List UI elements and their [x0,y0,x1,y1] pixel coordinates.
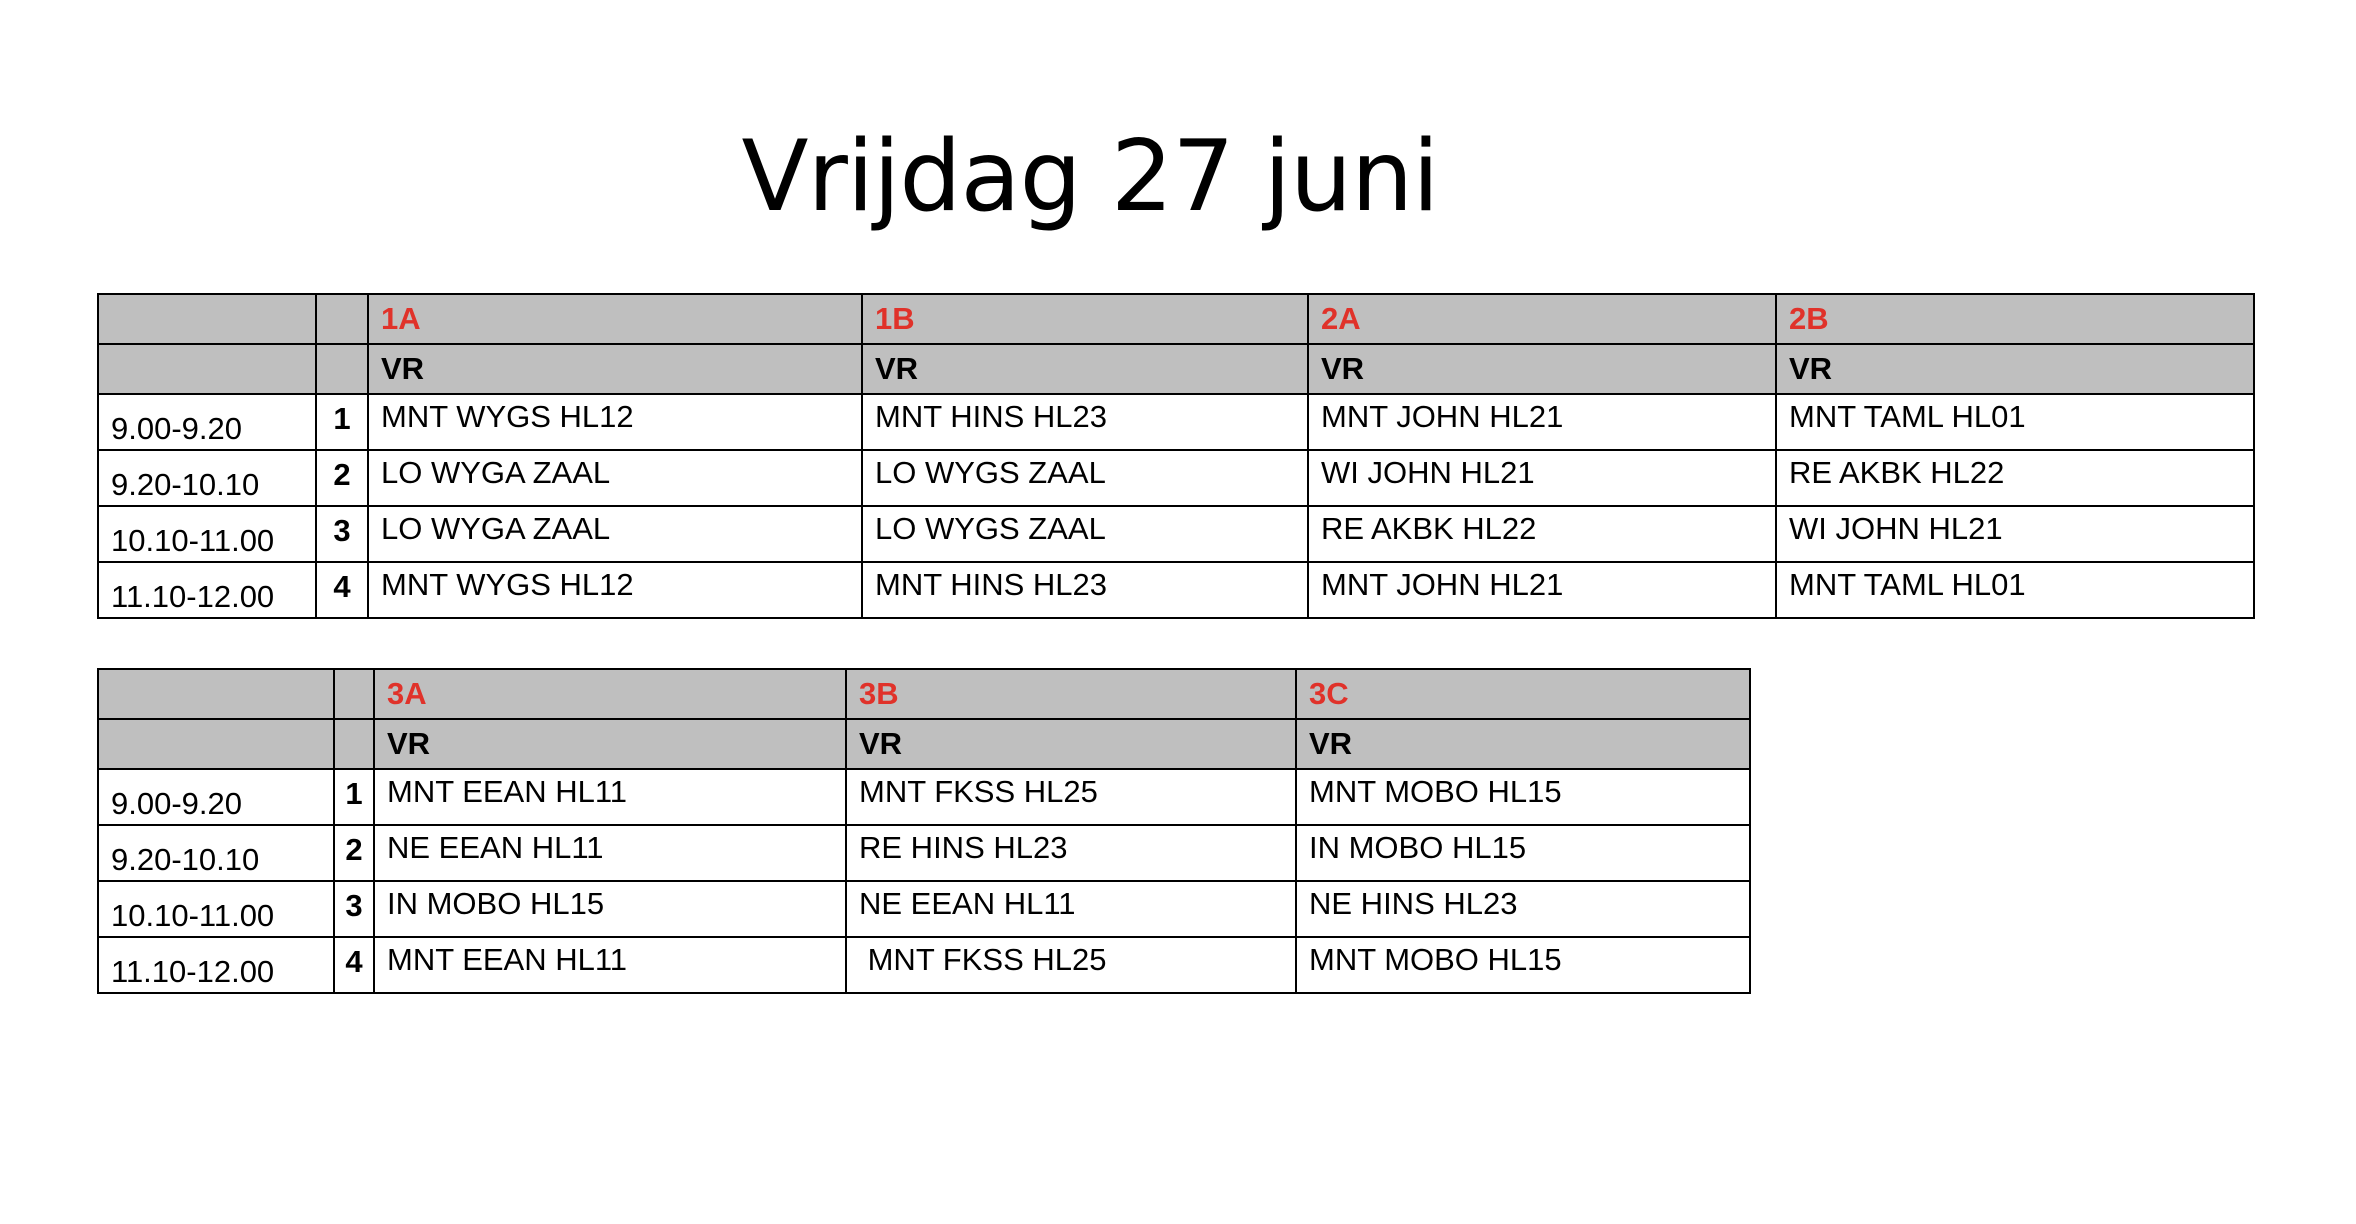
time-slot: 10.10-11.00 [98,506,316,562]
class-label: 3B [846,669,1296,719]
blank-header-cell [98,669,334,719]
lesson-cell: MNT HINS HL23 [862,562,1308,618]
lesson-cell: MNT FKSS HL25 [846,769,1296,825]
lesson-cell: MNT JOHN HL21 [1308,394,1776,450]
period-number: 1 [316,394,368,450]
class-label: 2B [1776,294,2254,344]
lesson-cell: WI JOHN HL21 [1308,450,1776,506]
period-number: 4 [316,562,368,618]
lesson-cell: LO WYGS ZAAL [862,450,1308,506]
time-slot: 11.10-12.00 [98,937,334,993]
period-number: 2 [316,450,368,506]
period-number: 3 [316,506,368,562]
lesson-cell: MNT TAML HL01 [1776,562,2254,618]
lesson-cell: MNT MOBO HL15 [1296,769,1750,825]
day-label: VR [1776,344,2254,394]
day-label: VR [1296,719,1750,769]
table-row [98,506,2254,562]
lesson-cell: MNT MOBO HL15 [1296,937,1750,993]
lesson-cell: MNT WYGS HL12 [368,394,862,450]
lesson-cell: IN MOBO HL15 [374,881,846,937]
blank-header-cell [98,344,316,394]
period-number: 2 [334,825,374,881]
time-slot: 9.20-10.10 [98,825,334,881]
lesson-cell: LO WYGA ZAAL [368,450,862,506]
day-label: VR [1308,344,1776,394]
lesson-cell: IN MOBO HL15 [1296,825,1750,881]
table-row [98,937,1750,993]
blank-header-cell [334,669,374,719]
page-title: Vrijdag 27 juni [741,120,1439,234]
table-row [98,394,2254,450]
period-number: 4 [334,937,374,993]
lesson-cell: MNT WYGS HL12 [368,562,862,618]
class-header-row [98,294,2254,344]
lesson-cell: MNT JOHN HL21 [1308,562,1776,618]
class-label: 1A [368,294,862,344]
lesson-cell: MNT FKSS HL25 [846,937,1296,993]
lesson-cell: LO WYGS ZAAL [862,506,1308,562]
table-row [98,450,2254,506]
blank-header-cell [316,294,368,344]
lesson-cell: NE EEAN HL11 [846,881,1296,937]
schedule-table-1 [97,293,2255,619]
time-slot: 9.20-10.10 [98,450,316,506]
time-slot: 10.10-11.00 [98,881,334,937]
time-slot: 11.10-12.00 [98,562,316,618]
blank-header-cell [334,719,374,769]
table-row [98,881,1750,937]
lesson-cell: WI JOHN HL21 [1776,506,2254,562]
lesson-cell: NE EEAN HL11 [374,825,846,881]
lesson-cell: RE HINS HL23 [846,825,1296,881]
lesson-cell: RE AKBK HL22 [1776,450,2254,506]
lesson-cell: NE HINS HL23 [1296,881,1750,937]
blank-header-cell [316,344,368,394]
table-row [98,562,2254,618]
period-number: 1 [334,769,374,825]
table-row [98,769,1750,825]
day-header-row [98,719,1750,769]
period-number: 3 [334,881,374,937]
class-label: 3C [1296,669,1750,719]
lesson-cell: MNT EEAN HL11 [374,769,846,825]
class-label: 3A [374,669,846,719]
time-slot: 9.00-9.20 [98,394,316,450]
lesson-cell: MNT TAML HL01 [1776,394,2254,450]
day-label: VR [862,344,1308,394]
table-row [98,825,1750,881]
schedule-table-2 [97,668,1751,994]
lesson-cell: RE AKBK HL22 [1308,506,1776,562]
day-header-row [98,344,2254,394]
class-header-row [98,669,1750,719]
class-label: 2A [1308,294,1776,344]
lesson-cell: MNT EEAN HL11 [374,937,846,993]
day-label: VR [846,719,1296,769]
lesson-cell: LO WYGA ZAAL [368,506,862,562]
day-label: VR [368,344,862,394]
blank-header-cell [98,719,334,769]
lesson-cell: MNT HINS HL23 [862,394,1308,450]
time-slot: 9.00-9.20 [98,769,334,825]
class-label: 1B [862,294,1308,344]
day-label: VR [374,719,846,769]
blank-header-cell [98,294,316,344]
